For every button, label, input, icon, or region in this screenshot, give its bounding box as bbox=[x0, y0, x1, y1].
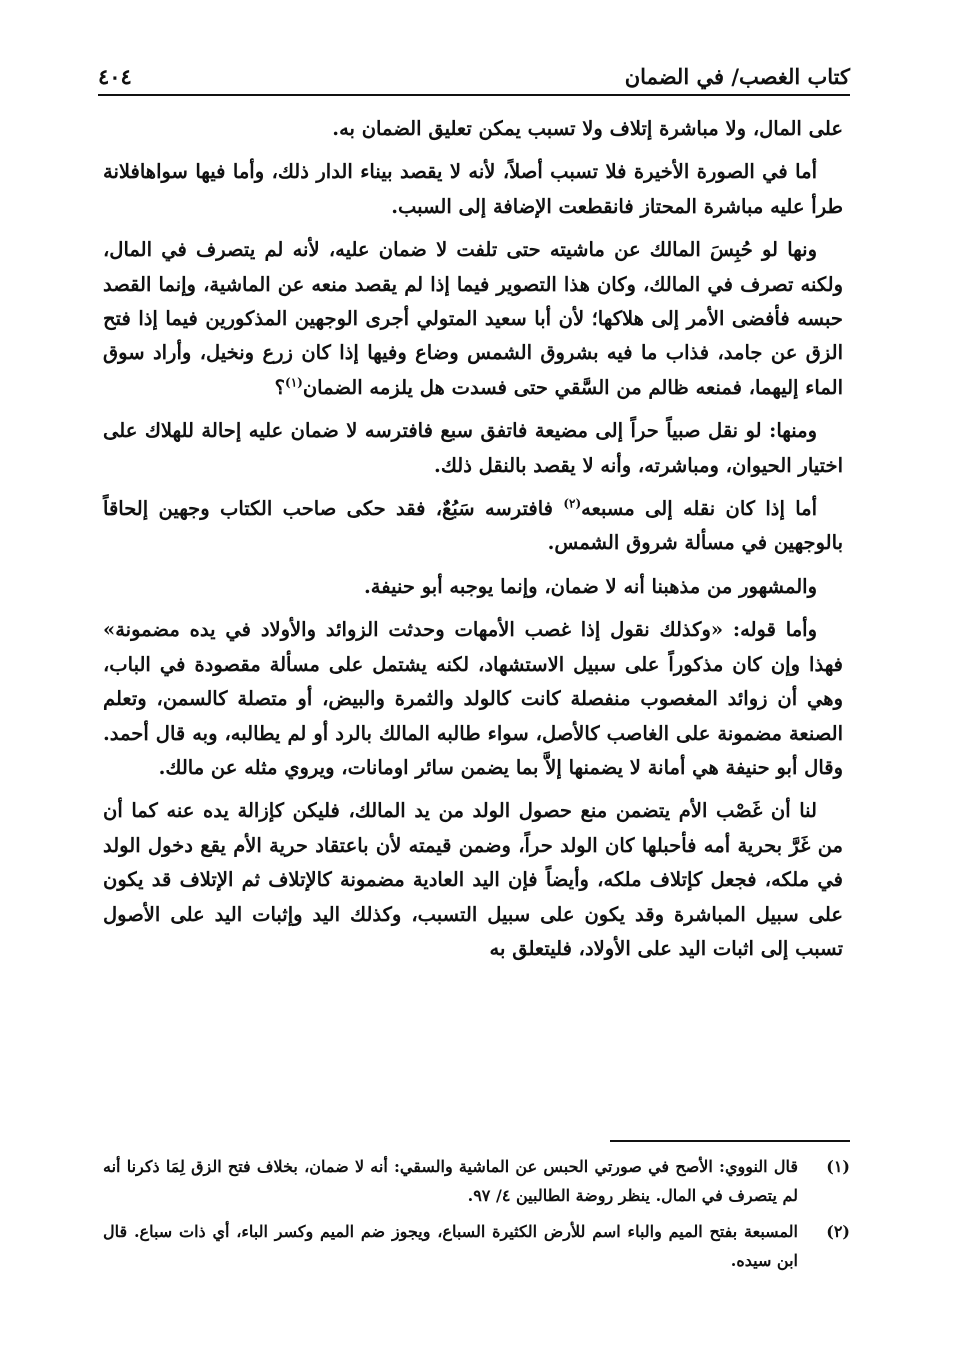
paragraph-3: ونها لو حُبِسَ المالك عن ماشيته حتى تلفت لا ضمان عليه، لأنه لم يتصرف في المال، ولكنه تصرف في المالك، وكان هذا التصوير فيما إذا لم يقصد منعه عن الماشية، وإنما القصد حبسه فأفضى الأمر إلى هلاكها؛ لأن أبا سعيد المتولي أجرى الوجهين المذكورين فيما إذا فتح الزق عن جامد، فذاب ما فيه بشروق الشمس وضاع وفيها إذا كان زرع ونخيل، وأراد سوق الماء إليهما، فمنعه ظالم من السَّقي حتى فسدت هل يلزمه الضمان$^{(١)}$؟ bbox=[103, 238, 843, 399]
footnote-rule bbox=[610, 1140, 850, 1142]
running-title: كتاب الغصب/ في الضمان bbox=[624, 64, 850, 89]
footnote-number: (١) bbox=[826, 1157, 850, 1176]
footnote-2 bbox=[103, 1217, 850, 1275]
footnote-number: (٢) bbox=[826, 1222, 850, 1241]
paragraph-2: أما في الصورة الأخيرة فلا تسبب أصلاً، لأنه لا يقصد بيناء الدار ذلك، وأما فيها سواهافلانة طرأ عليه مباشرة المحتاز فانقطعت الإضافة إلى السبب. bbox=[103, 160, 843, 218]
footnote-ref-1[interactable]: (١) bbox=[285, 375, 303, 390]
main-text bbox=[103, 112, 843, 975]
paragraph-4: ومنها: لو نقل صبياً حراً إلى مضيعة فاتفق سبع فافترسه لا ضمان عليه إحالة للهلاك على اختيار الحيوان، ومباشرته، وأنه لا يقصد بالنقل ذلك. bbox=[103, 419, 843, 477]
footnotes bbox=[103, 1152, 850, 1282]
paragraph-1: على المال، ولا مباشرة إتلاف ولا تسبب يمكن تعليق الضمان به. bbox=[332, 117, 843, 140]
paragraph-5: أما إذا كان نقله إلى مسبعه$^{(٢)}$ فافترسه سَبُعٌ، فقد حكى صاحب الكتاب وجهين إلحاقاً بالوجهين في مسألة شروق الشمس. bbox=[103, 496, 843, 555]
paragraph-6: والمشهور من مذهبنا أنه لا ضمان، وإنما يوجبه أبو حنيفة. bbox=[363, 574, 817, 598]
paragraph-8: لنا أن غَصْب الأم يتضمن منع حصول الولد من يد المالك، فليكن كإزالة يده عنه كما أن من غَرَّ بحرية أمه فأحبلها كان الولد حراً، وضمن قيمته لأن باعتقاد حرية الأم يقع دخول الولد في ملكه، فجعل كإتلاف ملكه، وأيضاً فإن اليد العادية مضمونة كالإتلاف ثم الإتلاف قد يكون على سبيل المباشرة وقد يكون على سبيل التسبب، وكذلك اليد وإثبات اليد على الأصول تسبب إلى اثبات اليد على الأولاد، فليتعلق به bbox=[103, 799, 843, 960]
footnote-1 bbox=[103, 1152, 850, 1210]
header-rule bbox=[98, 94, 850, 96]
footnote-ref-2[interactable]: (٢) bbox=[563, 496, 582, 511]
footnote-text: المسبعة بفتح الميم والباء اسم للأرض الكثيرة السباع، ويجوز ضم الميم وكسر الباء، أي ذات سباع. قال ابن سيده. bbox=[103, 1222, 798, 1270]
page-header bbox=[98, 55, 850, 91]
paragraph-7: وأما قوله: «وكذلك نقول إذا غصب الأمهات وحدثت الزوائد والأولاد في يده مضمونة» فهذا وإن كان مذكوراً على سبيل الاستشهاد، لكنه يشتمل على مسألة مقصودة في الباب، وهي أن زوائد المغصوب منفصلة كانت كالولد والثمرة والبيض، أو متصلة كالسمن، وتعلم الصنعة مضمونة على الغاصب كالأصل، سواء طالبه المالك بالرد أو لم يطالبه، وبه قال أحمد. وقال أبو حنيفة هي أمانة لا يضمنها إلاَّ بما يضمن سائر اومانات، ويروي مثله عن مالك. bbox=[103, 618, 843, 779]
footnote-text: قال النووي: الأصح في صورتي الحبس عن الماشية والسقي: أنه لا ضمان، بخلاف فتح الزق لِمَا ذكرنا أنه لم يتصرف في المال. ينظر روضة الطالبين ٤/ ٩٧. bbox=[103, 1157, 798, 1205]
page-number: ٤٠٤ bbox=[98, 64, 132, 89]
